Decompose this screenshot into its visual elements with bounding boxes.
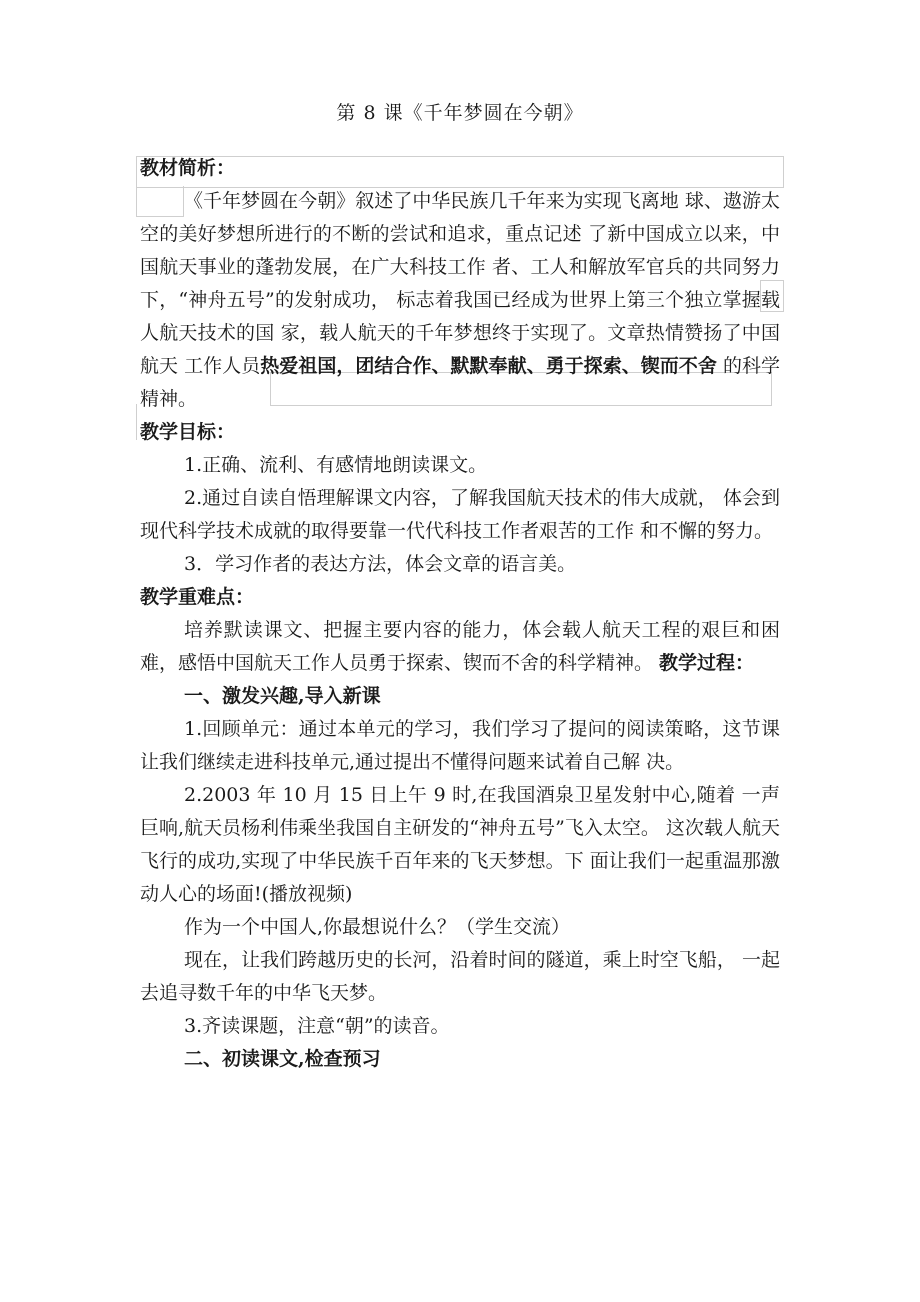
key-points-text: 培养默读课文、把握主要内容的能力，体会载人航天工程的艰巨和困难，感悟中国航天工作人员勇于探索、锲而不舍的科学精神。 — [140, 619, 780, 674]
goal-item: 1.正确、流利、有感情地朗读课文。 — [184, 454, 488, 476]
section-heading-textbook-analysis: 教材简析： — [140, 157, 236, 179]
subheading-stimulate-interest: 一、激发兴趣,导入新课 — [184, 685, 381, 707]
process-paragraph: 1.回顾单元：通过本单元的学习，我们学习了提问的阅读策略，这节课让我们继续走进科技单元,通过提出不懂得问题来试着自己解 决。 — [140, 718, 780, 773]
scan-frame-line — [136, 404, 138, 440]
analysis-end-text: 的科学精神。 — [140, 355, 780, 410]
key-points-paragraph — [140, 614, 780, 680]
process-paragraph: 3.齐读课题，注意“朝”的读音。 — [184, 1015, 450, 1037]
lesson-title: 第 8 课《千年梦圆在今朝》 — [336, 102, 584, 124]
section-heading-teaching-goals: 教学目标： — [140, 421, 236, 443]
process-paragraph: 2.2003 年 10 月 15 日上午 9 时,在我国酒泉卫星发射中心,随着 一声巨响,航天员杨利伟乘坐我国自主研发的“神舟五号”飞入太空。 这次载人航天飞行的成功,实现了中华民族千百年来的飞天梦想。下 面让我们一起重温那激动人心的场面!(播放视频) — [140, 784, 780, 905]
goal-item: 3．学习作者的表达方法，体会文章的语言美。 — [184, 553, 577, 575]
textbook-analysis-paragraph — [140, 185, 780, 416]
document-body — [140, 152, 780, 1076]
analysis-text: 《千年梦圆在今朝》叙述了中华民族几千年来为实现飞离地 球、遨游太空的美好梦想所进行的不断的尝试和追求，重点记述 了新中国成立以来，中国航天事业的蓬勃发展，在广大科技工作 者、工人和解放军官兵的共同努力下，“神舟五号”的发射成功， 标志着我国已经成为世界上第三个独立掌握载人航天技术的国 家，载人航天的千年梦想终于实现了。文章热情赞扬了中国航天 工作人员 — [140, 190, 780, 377]
section-heading-teaching-process: 教学过程： — [659, 652, 755, 674]
analysis-bold-text: 热爱祖国，团结合作、默默奉献、勇于探索、锲而不舍 — [260, 355, 717, 377]
goal-item: 2.通过自读自悟理解课文内容，了解我国航天技术的伟大成就， 体会到现代科学技术成就的取得要靠一代代科技工作者艰苦的工作 和不懈的努力。 — [140, 487, 780, 542]
process-paragraph: 作为一个中国人,你最想说什么？（学生交流） — [184, 916, 571, 938]
subheading-first-reading: 二、初读课文,检查预习 — [184, 1048, 381, 1070]
process-paragraph: 现在，让我们跨越历史的长河，沿着时间的隧道，乘上时空飞船， 一起去追寻数千年的中华飞天梦。 — [140, 949, 780, 1004]
section-heading-key-points: 教学重难点： — [140, 586, 255, 608]
